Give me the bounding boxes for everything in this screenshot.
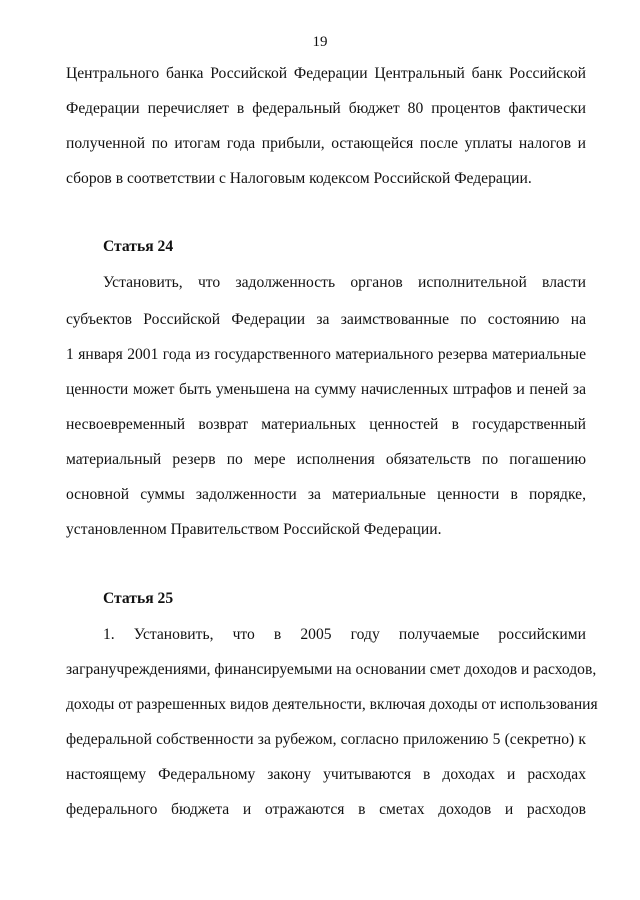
text-line: основной суммы задолженности за материальные ценности в порядке, <box>66 486 586 503</box>
text-line: Центрального банка Российской Федерации Центральный банк Российской <box>66 65 586 82</box>
text-line: 1 января 2001 года из государственного материального резерва материальные <box>66 346 586 363</box>
text-line: установленном Правительством Российской Федерации. <box>66 521 442 538</box>
text-line: настоящему Федеральному закону учитываются в доходах и расходах <box>66 766 586 783</box>
article-25-heading: Статья 25 <box>103 590 174 607</box>
text-line: загранучреждениями, финансируемыми на основании смет доходов и расходов, <box>66 661 597 678</box>
text-line: Федерации перечисляет в федеральный бюджет 80 процентов фактически <box>66 100 586 117</box>
text-line: 1. Установить, что в 2005 году получаемые российскими <box>103 626 586 643</box>
text-line: сборов в соответствии с Налоговым кодексом Российской Федерации. <box>66 170 532 187</box>
article-24-heading: Статья 24 <box>103 238 174 255</box>
text-line: полученной по итогам года прибыли, остающейся после уплаты налогов и <box>66 135 586 152</box>
text-line: несвоевременный возврат материальных ценностей в государственный <box>66 416 586 433</box>
text-line: Установить, что задолженность органов исполнительной власти <box>103 274 586 291</box>
text-line: субъектов Российской Федерации за заимствованные по состоянию на <box>66 311 586 328</box>
text-line: материальный резерв по мере исполнения обязательств по погашению <box>66 451 586 468</box>
page-number: 19 <box>312 34 328 50</box>
text-line: доходы от разрешенных видов деятельности, включая доходы от использования <box>66 696 598 713</box>
text-line: федеральной собственности за рубежом, согласно приложению 5 (секретно) к <box>66 731 586 748</box>
text-line: федерального бюджета и отражаются в сметах доходов и расходов <box>66 801 586 818</box>
text-line: ценности может быть уменьшена на сумму начисленных штрафов и пеней за <box>66 381 586 398</box>
